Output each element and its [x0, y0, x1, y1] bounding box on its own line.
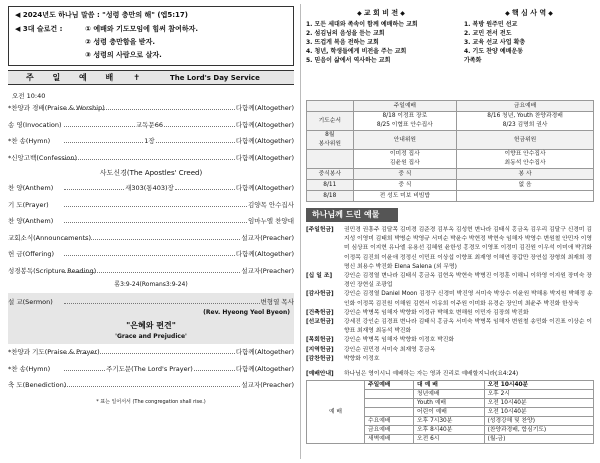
order-name: 설 교(Sermon): [8, 298, 53, 306]
order-list-3: [8, 344, 294, 394]
order-row: [8, 230, 294, 247]
order-leader: 설교자(Preacher): [241, 233, 294, 242]
slogan-list: [85, 24, 198, 63]
worship-cell: 오후 2시: [484, 390, 593, 399]
order-leader: 다함께(Altogether): [235, 104, 294, 112]
mission-list: [464, 20, 594, 65]
duty-cell: 이향표 안수집사 최동석 안수집사: [457, 150, 594, 169]
duty-cell: 8/16 청년, Youth 찬양과경배 8/23 김명희 권사: [457, 112, 594, 131]
duty-cell: 헌금위원: [457, 131, 594, 150]
mission-title: 핵 심 사 역: [511, 9, 547, 17]
duty-cell: 전 성도 미보 비빔밥: [353, 191, 457, 202]
order-leader: 다함께(Altogether): [235, 364, 295, 373]
order-name: *신앙고백(Confession): [8, 153, 78, 162]
offering-row: [306, 272, 594, 290]
worship-cell: Youth 예배: [414, 399, 485, 408]
worship-row: [307, 381, 594, 390]
service-title-bar: [8, 70, 294, 85]
offering-names: 강인순 김정열 Daniel Moon 김정구 신경미 박진영 서미숙 박상수 이윤원 박해용 박지원 박해정 송인화 이정목 김진원 이해원 김현서 이유희 이주원 이미화 유경순 장인미 최윤주 박진화 한상욱: [344, 291, 593, 307]
order-list-1: [8, 100, 294, 166]
vision-list: [306, 20, 456, 65]
year-motto: ◀ 2024년도 하나님 말씀 : "성령 충만의 해" (엡5:17): [15, 11, 188, 19]
worship-cell: 주일예배: [365, 381, 414, 390]
duty-cell: 없 음: [457, 180, 594, 191]
offering-names: 강세진 강인순 김경표 변나라 김태식 홍금옥 서미숙 박병목 임해자 변원철 송민화 이진표 이상순 이향표 최재영 최동석 박진화: [344, 319, 592, 335]
offering-row: [306, 290, 594, 308]
order-leader: 다함께(Altogether): [235, 184, 295, 192]
vision-title: 교 회 비 전: [363, 9, 399, 17]
worship-cell: (월-금): [484, 435, 593, 444]
vision-box: [306, 6, 456, 98]
left-column: [8, 6, 294, 405]
worship-cell: 오전 10시40분: [484, 399, 593, 408]
offering-names: 강인순 권민경 서미숙 최재영 홍금옥: [344, 346, 436, 353]
scripture-ref: 롬3:9-24(Romans3:9-24): [114, 281, 188, 288]
leader-dots: [64, 151, 235, 160]
rise-note: * 표는 일어서서 (The congregation shall rise.): [96, 398, 206, 405]
offering-category: [주일헌금]: [306, 227, 334, 233]
cross-icon: ✝: [133, 73, 140, 82]
leader-dots: [64, 101, 235, 110]
order-leader: 김양목 안수집사: [247, 200, 294, 209]
offering-category: [감사헌금]: [306, 291, 334, 298]
offering-row: [306, 355, 594, 364]
order-row: [8, 117, 294, 134]
offering-names: 권민경 권흥주 김달목 김미경 김준경 김부옥 김성현 변나라 김태식 홍금옥 김우리 김달구 신경미 김지성 이영미 김태희 박병순 박영규 서미순 박윤수 박현정 박현숙 임해자 박영수 변원철 안민자 이영미 심상표 이지현 유나엘 유용선 김혜원 윤한성 홍경모 이영표 이정미 김진원 이우석 이미애 박귀화 이정목 김진희 이윤애 정정신 이민표 이상섭 이향표 최재영 이해연 장갑만 장연섭 장형희 최재희 정명신 최용수 박진화 Elena Salena (외 무명): [344, 227, 592, 270]
duty-cell: 중 식: [353, 180, 457, 191]
notice-category: [예배안내]: [306, 371, 334, 378]
leader-dots: [156, 134, 235, 143]
duty-cell: [457, 191, 594, 202]
leader-dots: [64, 378, 240, 387]
worship-cell: [365, 408, 414, 417]
leader-dots: [64, 231, 240, 240]
slogan-item: ③ 성령의 사람으로 살자.: [85, 51, 162, 59]
worship-cell: (성경강해 및 찬양): [484, 417, 593, 426]
duty-row: [307, 191, 594, 202]
order-name: 축 도(Benediction): [8, 381, 67, 389]
worship-cell: 오전 10시40분: [484, 381, 593, 390]
worship-cell: [365, 390, 414, 399]
leader-dots: [64, 214, 247, 223]
offering-category: [감찬헌금]: [306, 355, 334, 362]
vision-item: 5. 믿음이 삶에서 역사하는 교회: [306, 57, 391, 64]
offering-row: [306, 226, 594, 272]
duty-cell: 금요예배: [457, 101, 594, 112]
worship-label: 예 배: [307, 381, 365, 444]
offering-category: [선교헌금]: [306, 319, 334, 326]
offering-category: [십 일 조]: [306, 273, 333, 280]
column-divider: [300, 4, 301, 459]
preacher-en: (Rev. Hyeong Yeol Byeon): [203, 309, 290, 316]
duty-row: [307, 101, 594, 112]
order-name: *찬 송(Hymn): [8, 137, 51, 145]
worship-cell: (찬양과경배, 합심기도): [484, 426, 593, 435]
slogan-item: ② 성령 충만함을 받자.: [85, 38, 155, 46]
worship-cell: 대 예 배: [414, 381, 485, 390]
offering-category: [목회헌금]: [306, 337, 334, 344]
mission-item: 1. 복방 원주민 선교: [464, 21, 518, 28]
offering-category: [지역헌금]: [306, 346, 334, 353]
order-name: *찬양과 경배(Praise & Worship): [8, 104, 105, 112]
order-detail: 새303(통403)장: [125, 184, 174, 192]
order-name: *찬양과 기도(Praise & Prayer): [8, 348, 100, 356]
duty-cell: 안내위원: [353, 131, 457, 150]
order-name: 성경봉독(Scripture Reading): [8, 266, 97, 275]
worship-cell: 오후 7시30분: [414, 417, 485, 426]
worship-schedule-table: [306, 380, 594, 444]
order-leader: 다함께(Altogether): [235, 250, 294, 258]
leader-dots: [194, 362, 235, 371]
leader-dots: [175, 181, 235, 190]
order-row: [8, 377, 294, 394]
offering-names: 강인순 김정열 변나라 김태식 홍금옥 김현옥 박현숙 박병진 이정훈 이해니 이하영 이지원 장미숙 장경인 장현실 조광업: [344, 273, 592, 289]
leader-dots: [64, 247, 235, 256]
order-row: [8, 344, 294, 361]
mission-box: [464, 6, 594, 98]
duty-row: [307, 169, 594, 180]
diamond-icon: ◆: [505, 10, 512, 17]
duty-cell: 8/11: [307, 180, 354, 191]
order-name: *찬 송(Hymn): [8, 364, 51, 373]
vision-item: 4. 청년, 학생들에게 비전을 주는 교회: [306, 48, 407, 55]
leader-dots: [64, 345, 235, 354]
leader-dots: [164, 118, 235, 127]
order-leader: 변형열 목사: [260, 298, 294, 306]
duty-row: [307, 112, 594, 131]
order-leader: 다함께(Altogether): [235, 137, 295, 145]
order-row: [8, 133, 294, 150]
slogan-label: ◀ 3대 슬로건 :: [15, 25, 63, 33]
duty-cell: 8/18 이정표 장로 8/25 이협표 안수집사: [353, 112, 457, 131]
leader-dots: [64, 362, 105, 371]
order-detail: 교독문66: [135, 120, 163, 129]
sermon-title-en: 'Grace and Prejudice': [115, 333, 187, 340]
order-name: 기 도(Prayer): [8, 200, 49, 209]
order-name: 찬 양(Anthem): [8, 217, 54, 225]
leader-dots: [64, 295, 260, 304]
duty-row: [307, 180, 594, 191]
slogan-item: ① 예배와 기도모임에 힘써 참여하자.: [85, 25, 199, 33]
creed-label: 사도신경(The Apostles' Creed): [99, 169, 203, 177]
duty-cell: 기도순서: [307, 112, 354, 131]
vision-item: 1. 모든 세대와 족속이 함께 예배하는 교회: [306, 21, 418, 28]
order-row: [8, 213, 294, 230]
worship-notice: [306, 368, 594, 377]
leader-dots: [64, 264, 240, 273]
order-leader: 다함께(Altogether): [235, 348, 294, 356]
duty-cell: 중식봉사: [307, 169, 354, 180]
order-row: [8, 246, 294, 263]
leader-dots: [64, 118, 135, 127]
duty-row: [307, 131, 594, 150]
sermon-title: "은혜와 편견": [126, 321, 176, 330]
service-title: 주 일 예 배: [26, 73, 122, 82]
offering-names: 강인순 박병목 임해자 박향화 이정호 박진화: [344, 337, 455, 344]
duty-cell: 이미정 집사 김윤원 집사: [353, 150, 457, 169]
order-detail: 주기도문(The Lord's Prayer): [106, 364, 193, 373]
order-detail: 1장: [144, 137, 155, 145]
duty-cell: 8/18: [307, 191, 354, 202]
duty-cell: [307, 101, 354, 112]
worship-cell: 오전 10시40분: [484, 408, 593, 417]
order-name: 찬 양(Anthem): [8, 184, 54, 192]
diamond-icon: ◆: [398, 10, 405, 17]
order-row: [8, 180, 294, 197]
leader-dots: [64, 181, 124, 190]
offering-row: [306, 309, 594, 318]
vision-item: 3. 뜨겁게 복음 전하는 교회: [306, 39, 379, 46]
mission-item: 가족화: [464, 57, 482, 64]
worship-cell: 새벽예배: [365, 435, 414, 444]
order-leader: 다함께(Altogether): [235, 120, 295, 129]
order-name: 헌 금(Offering): [8, 250, 55, 258]
order-leader: 다함께(Altogether): [235, 153, 294, 162]
offering-names: 강인순 박병목 임해자 박향화 이정규 박해호 변해원 이민자 김장희 박진화: [344, 309, 529, 316]
motto-box: [8, 6, 294, 66]
duty-cell: 중 식: [353, 169, 457, 180]
vision-item: 2. 섬김님의 음성을 듣는 교회: [306, 30, 385, 37]
order-name: 교회소식(Announcements): [8, 233, 92, 242]
right-column: [306, 6, 594, 444]
worship-cell: 금요예배: [365, 426, 414, 435]
worship-cell: 청년예배: [414, 390, 485, 399]
worship-cell: 오전 6시: [414, 435, 485, 444]
offering-category: [건축헌금]: [306, 309, 334, 316]
diamond-icon: ◆: [546, 10, 553, 17]
service-title-en: The Lord's Day Service: [169, 73, 260, 82]
sermon-row: [8, 295, 294, 309]
leader-dots: [64, 198, 247, 207]
worship-cell: 오후 8시40분: [414, 426, 485, 435]
notice-text: 하나님은 영이시니 예배하는 자는 영과 진리로 예배할지니라(요4:24): [344, 371, 519, 378]
worship-cell: [365, 399, 414, 408]
offering-title: 하나님께 드린 예물: [306, 208, 398, 222]
worship-cell: 수요예배: [365, 417, 414, 426]
order-name: 송 영(Invocation): [8, 120, 62, 129]
offering-row: [306, 318, 594, 336]
duty-cell: [307, 150, 354, 169]
sermon-block: [8, 293, 294, 344]
diamond-icon: ◆: [357, 10, 364, 17]
offering-list: [306, 226, 594, 364]
mission-item: 4. 기도 찬양 예배운동: [464, 48, 524, 55]
order-row: [8, 100, 294, 117]
duty-cell: 봉 사: [457, 169, 594, 180]
duty-cell: 주일예배: [353, 101, 457, 112]
mission-item: 3. 교육 선교 사업 확충: [464, 39, 526, 46]
order-leader: 임마누엘 찬양대: [247, 217, 294, 225]
order-leader: 설교자(Preacher): [241, 266, 294, 275]
order-leader: 설교자(Preacher): [241, 381, 294, 389]
order-row: [8, 361, 294, 378]
order-row: [8, 150, 294, 167]
order-row: [8, 197, 294, 214]
leader-dots: [64, 134, 143, 143]
offering-names: 박향화 이정호: [344, 355, 380, 362]
mission-item: 2. 교민 전서 전도: [464, 30, 512, 37]
order-row: [8, 263, 294, 280]
service-time: 오전 10:40: [12, 92, 46, 100]
offering-row: [306, 346, 594, 355]
offering-row: [306, 336, 594, 345]
duty-row: [307, 150, 594, 169]
worship-cell: 어린이 예배: [414, 408, 485, 417]
duty-table: [306, 100, 594, 202]
order-list-2: [8, 180, 294, 279]
duty-cell: 8월 봉사위원: [307, 131, 354, 150]
